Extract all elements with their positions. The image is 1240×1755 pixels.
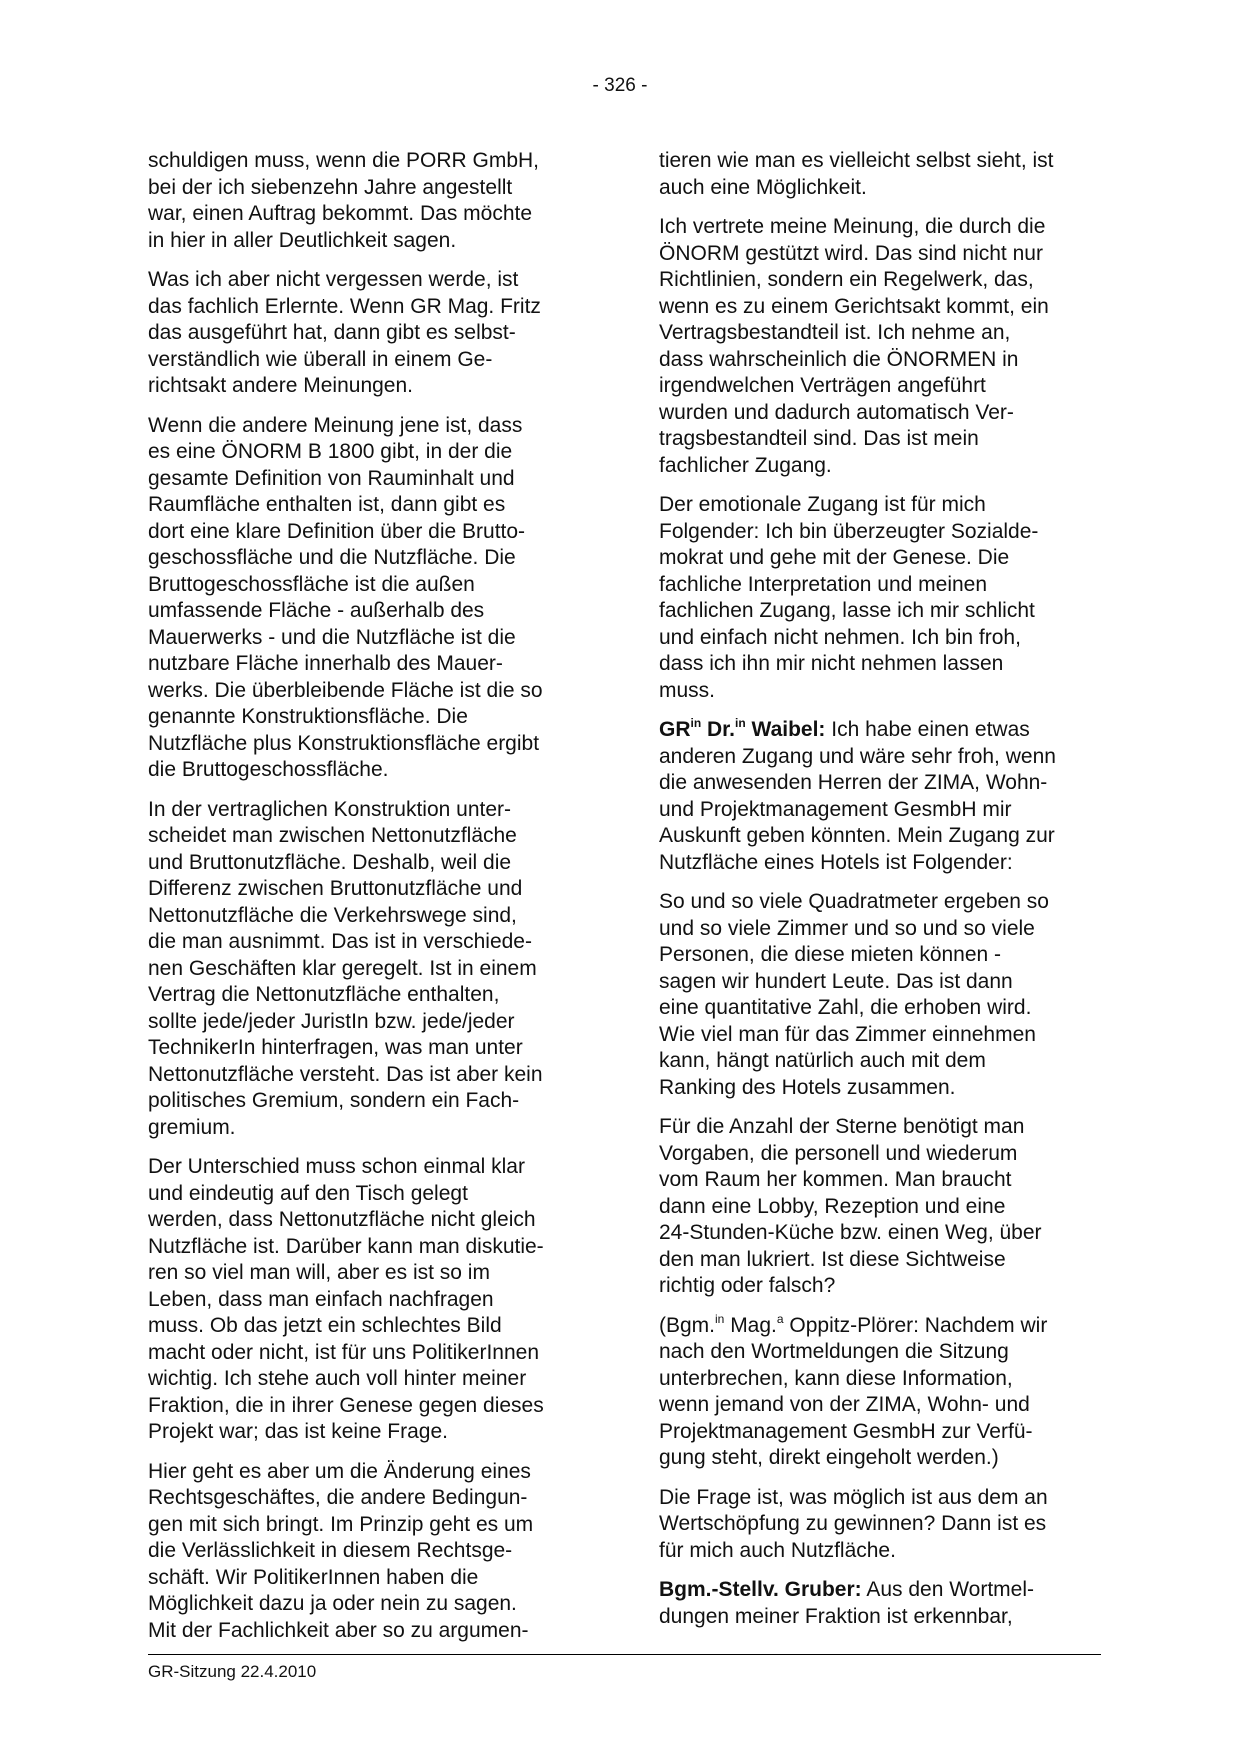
text-line: gesamte Definition von Rauminhalt und [148,466,515,490]
page-number: - 326 - [592,75,648,96]
interjection-lines [659,1339,1091,1472]
text-line: in hier in aller Deutlichkeit sagen. [148,228,457,252]
text-line: Der emotionale Zugang ist für mich [659,493,986,516]
speaker-name: Bgm.-Stellv. Gruber: [659,1578,862,1601]
text-line: irgendwelchen Verträgen angeführt [659,374,986,397]
text-line: Nutzfläche plus Konstruktionsfläche ergibt [148,731,540,755]
text-line: Raumfläche enthalten ist, dann gibt es [148,493,506,516]
text-line: scheidet man zwischen Nettonutzfläche [148,824,517,847]
text-line: gremium. [148,1115,236,1139]
text-line: Wie viel man für das Zimmer einnehmen [659,1022,1036,1046]
text-line: gung steht, direkt eingeholt werden.) [659,1446,999,1469]
text-line: auch eine Möglichkeit. [659,175,867,199]
paragraph [148,267,580,400]
speaker-name: $GR^{in}$ Dr.$^{in}$ Waibel: [659,716,826,741]
paragraph [148,1154,580,1446]
text-line: und Projektmanagement GesmbH mir [659,797,1012,821]
text-line: Projektmanagement GesmbH zur Verfü- [659,1419,1033,1443]
text-line: geschossfläche und die Nutzfläche. Die [148,546,516,569]
text-line: die Bruttogeschossfläche. [148,758,389,781]
text-line: Wenn die andere Meinung jene ist, dass [148,413,523,437]
text-line: 24-Stunden-Küche bzw. einen Weg, über [659,1221,1042,1244]
paragraph [659,1485,1091,1565]
text-line: Wertschöpfung zu gewinnen? Dann ist es [659,1512,1047,1535]
text-line: den man lukriert. Ist diese Sichtweise [659,1247,1006,1271]
text-line: anderen Zugang und wäre sehr froh, wenn [659,744,1056,768]
text-line: Möglichkeit dazu ja oder nein zu sagen. [148,1592,517,1615]
text-line: wenn es zu einem Gerichtsakt kommt, ein [659,294,1049,318]
text-line: die man ausnimmt. Das ist in verschiede- [148,930,532,953]
text-line: fachlichen Zugang, lasse ich mir schlicht [659,599,1035,622]
text-line: dann eine Lobby, Rezeption und eine [659,1194,1006,1218]
text-line: Auskunft geben könnten. Mein Zugang zur [659,824,1055,847]
text-line: muss. Ob das jetzt ein schlechtes Bild [148,1314,502,1337]
text-line: muss. [659,678,716,702]
text-line: und einfach nicht nehmen. Ich bin froh, [659,625,1021,649]
footer-text: GR-Sitzung 22.4.2010 [148,1662,317,1681]
text-line: das ausgeführt hat, dann gibt es selbst- [148,321,516,344]
text-line: das fachlich Erlernte. Wenn GR Mag. Fritz [148,294,541,318]
text-line: Vorgaben, die personell und wiederum [659,1141,1018,1165]
text-line: ÖNORM gestützt wird. Das sind nicht nur [659,241,1043,265]
text-line: Der Unterschied muss schon einmal klar [148,1155,525,1178]
speech-lines [659,744,1091,877]
text-line: Hier geht es aber um die Änderung eines [148,1459,531,1483]
left-column [148,148,580,1657]
text-line: schuldigen muss, wenn die PORR GmbH, [148,149,539,172]
text-line: richtig oder falsch? [659,1274,836,1297]
text-line: Rechtsgeschäftes, die andere Bedingun- [148,1486,528,1509]
text-line: genannte Konstruktionsfläche. Die [148,705,468,728]
text-line: wichtig. Ich stehe auch voll hinter meiner [148,1367,527,1390]
right-column [659,148,1091,1643]
text-line: Nettonutzfläche versteht. Das ist aber kein [148,1062,543,1086]
text-line: wurden und dadurch automatisch Ver- [659,400,1014,424]
text-line: vom Raum her kommen. Man braucht [659,1168,1012,1191]
text-line: dass wahrscheinlich die ÖNORMEN in [659,347,1019,371]
footer-rule [148,1654,1101,1655]
text-line: tieren wie man es vielleicht selbst sieht, ist [659,149,1054,172]
paragraph [659,492,1091,704]
text-line: sagen wir hundert Leute. Das ist dann [659,969,1013,993]
paragraph [148,797,580,1142]
text-line: und Bruttonutzfläche. Deshalb, weil die [148,850,512,874]
text-line: nutzbare Fläche innerhalb des Mauer- [148,652,503,675]
text-line: für mich auch Nutzfläche. [659,1538,896,1562]
text-line: Für die Anzahl der Sterne benötigt man [659,1115,1025,1138]
text-line: Folgender: Ich bin überzeugter Sozialde- [659,519,1039,543]
interjection-first-line: (Bgm.$^{in}$ Mag.$^a$ Oppitz-Plörer: Nachdem wir [659,1311,1048,1337]
text-line: Vertragsbestandteil ist. Ich nehme an, [659,321,1011,344]
text-line: verständlich wie überall in einem Ge- [148,347,493,371]
paragraph [659,889,1091,1101]
text-line: macht oder nicht, ist für uns PolitikerInnen [148,1340,540,1364]
text-line: dort eine klare Definition über die Brutto- [148,519,526,543]
speech-waibel [659,717,1091,876]
text-line: Nutzfläche ist. Darüber kann man diskutie- [148,1234,544,1258]
text-line: mokrat und gehe mit der Genese. Die [659,546,1010,569]
text-line: Nettonutzfläche die Verkehrswege sind, [148,903,517,927]
text-line: dungen meiner Fraktion ist erkennbar, [659,1604,1013,1628]
text-line: und so viele Zimmer und so und so viele [659,916,1035,940]
text-line: TechnikerIn hinterfragen, was man unter [148,1036,523,1059]
text-line: fachliche Interpretation und meinen [659,572,988,596]
text-line: Die Frage ist, was möglich ist aus dem an [659,1485,1048,1509]
paragraph [659,1114,1091,1300]
text-line: umfassende Fläche - außerhalb des [148,599,485,622]
text-line: unterbrechen, kann diese Information, [659,1366,1013,1390]
paragraph [148,148,580,254]
text-line: dass ich ihn mir nicht nehmen lassen [659,652,1004,675]
paragraph [659,148,1091,201]
text-line: fachlicher Zugang. [659,453,832,477]
paragraph [659,214,1091,479]
text-line: werks. Die überbleibende Fläche ist die so [148,678,543,702]
text-line: Ich vertrete meine Meinung, die durch die [659,215,1046,238]
text-line: bei der ich siebenzehn Jahre angestellt [148,175,513,199]
text-line: So und so viele Quadratmeter ergeben so [659,890,1049,913]
text-line: sollte jede/jeder JuristIn bzw. jede/jeder [148,1009,515,1033]
text-line: schäft. Wir PolitikerInnen haben die [148,1565,479,1589]
text-line: Richtlinien, sondern ein Regelwerk, das, [659,268,1034,291]
text-line: Mit der Fachlichkeit aber so zu argumen- [148,1618,529,1642]
text-line: Leben, dass man einfach nachfragen [148,1287,494,1311]
text-line: Was ich aber nicht vergessen werde, ist [148,268,519,291]
text-line: ren so viel man will, aber es ist so im [148,1261,490,1284]
text-line: tragsbestandteil sind. Das ist mein [659,427,979,450]
speech-lines [659,1604,1091,1631]
text-line: Personen, die diese mieten können - [659,943,1002,966]
text-line: wenn jemand von der ZIMA, Wohn- und [659,1393,1030,1416]
text-line: die Verlässlichkeit in diesem Rechtsge- [148,1539,513,1562]
text-line: nen Geschäften klar geregelt. Ist in einem [148,956,537,980]
text-line: und eindeutig auf den Tisch gelegt [148,1181,468,1205]
text-line: war, einen Auftrag bekommt. Das möchte [148,202,533,225]
speech-gruber [659,1577,1091,1630]
text-line: nach den Wortmeldungen die Sitzung [659,1340,1009,1363]
text-line: Fraktion, die in ihrer Genese gegen dieses [148,1393,544,1417]
paragraph [148,1459,580,1645]
text-line: Ranking des Hotels zusammen. [659,1075,956,1099]
text-line: gen mit sich bringt. Im Prinzip geht es um [148,1512,534,1536]
text-line: kann, hängt natürlich auch mit dem [659,1049,986,1072]
text-line: Mauerwerks - und die Nutzfläche ist die [148,625,516,649]
text-line: Differenz zwischen Bruttonutzfläche und [148,877,523,900]
text-line: es eine ÖNORM B 1800 gibt, in der die [148,440,513,463]
speech-first-line: Bgm.-Stellv. Gruber: Aus den Wortmel- [659,1578,1034,1601]
text-line: Projekt war; das ist keine Frage. [148,1420,448,1443]
text-line: richtsakt andere Meinungen. [148,374,413,397]
text-line: Vertrag die Nettonutzfläche enthalten, [148,983,500,1006]
paragraph [148,413,580,784]
text-line: politisches Gremium, sondern ein Fach- [148,1089,520,1112]
speech-first-line: $GR^{in}$ Dr.$^{in}$ Waibel: Ich habe einen etwas [659,716,1030,741]
text-line: die anwesenden Herren der ZIMA, Wohn- [659,771,1048,794]
text-line: Nutzfläche eines Hotels ist Folgender: [659,850,1013,874]
text-line: In der vertraglichen Konstruktion unter- [148,797,512,821]
text-line: werden, dass Nettonutzfläche nicht gleich [148,1208,536,1231]
text-line: Bruttogeschossfläche ist die außen [148,572,475,596]
interjection [659,1313,1091,1472]
text-line: eine quantitative Zahl, die erhoben wird. [659,996,1032,1019]
